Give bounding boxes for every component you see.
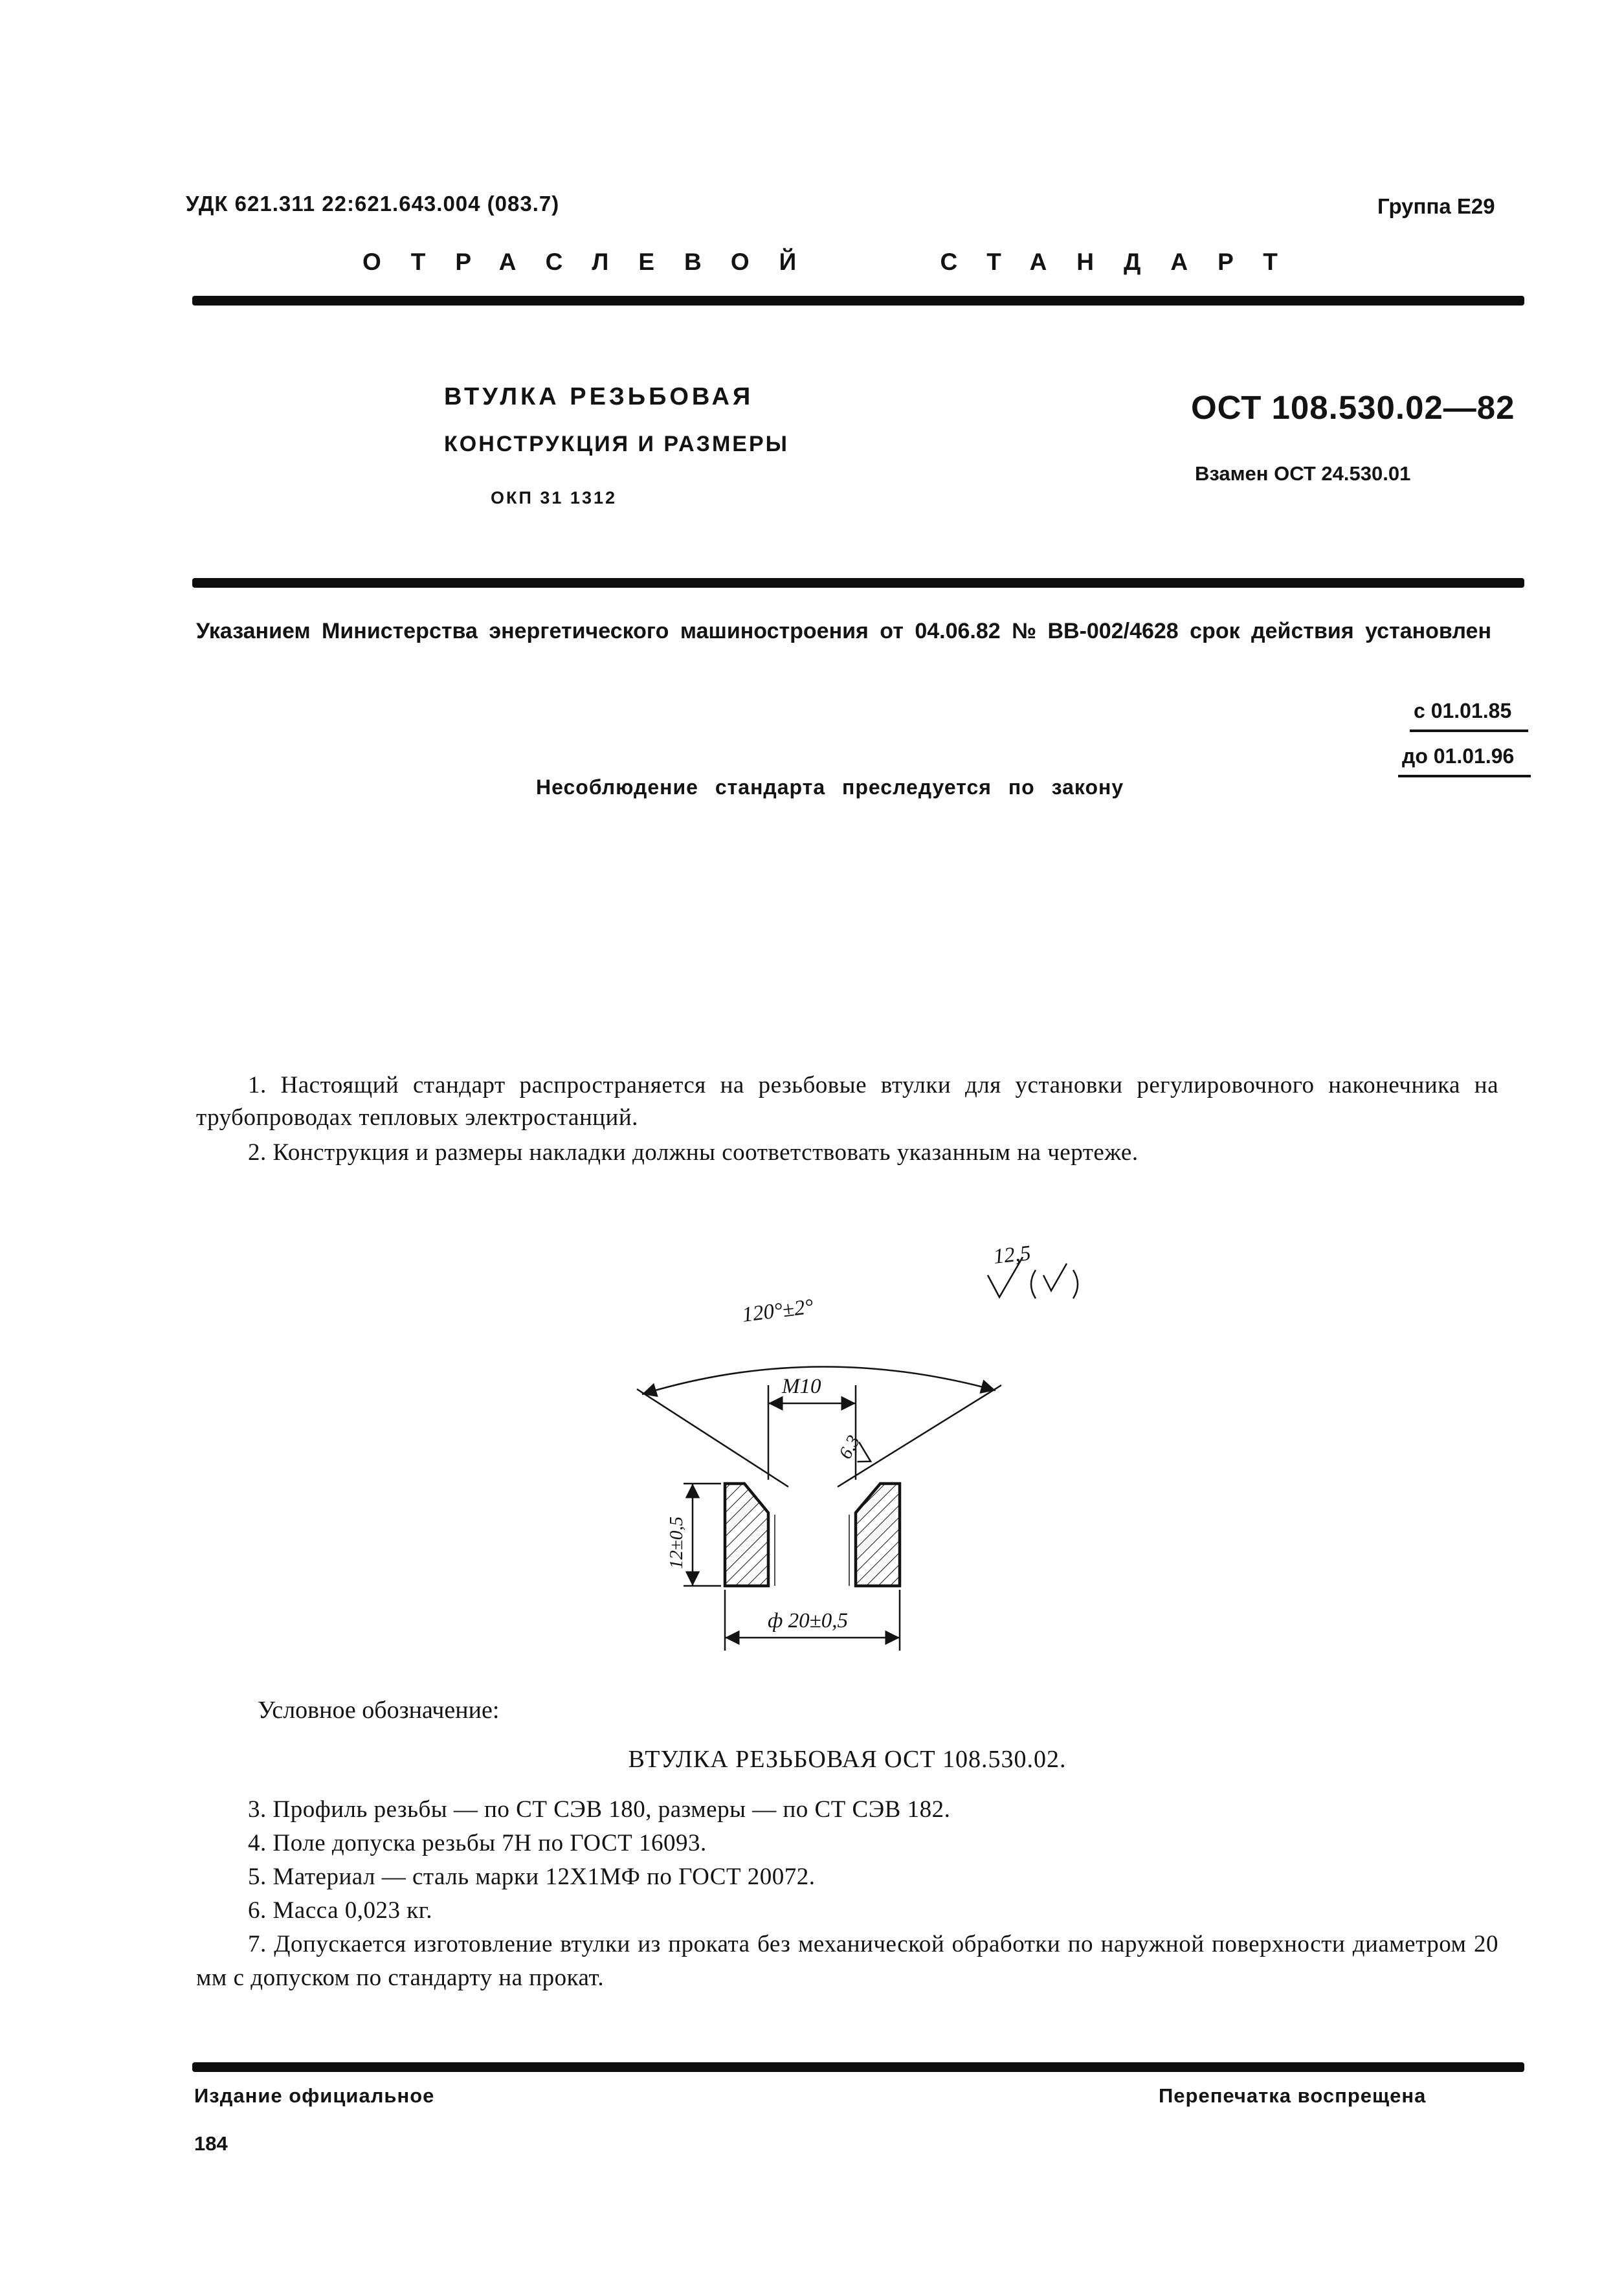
group-code: Группа Е29 xyxy=(1377,194,1495,218)
technical-drawing xyxy=(615,1230,1133,1657)
paren-close-icon xyxy=(1073,1270,1078,1298)
roughness-check-alt-icon xyxy=(1043,1264,1067,1291)
document-title-line2: КОНСТРУКЦИЯ И РАЗМЕРЫ xyxy=(444,432,789,456)
decree-paragraph: Указанием Министерства энергетического машиностроения от 04.06.82 № ВВ-002/4628 срок действия установлен xyxy=(196,619,1491,643)
side-roughness-value: 6,3 xyxy=(834,1432,865,1463)
designation-value: ВТУЛКА РЕЗЬБОВАЯ ОСТ 108.530.02. xyxy=(628,1746,1067,1773)
list-item: 3. Профиль резьбы — по СТ СЭВ 180, размеры — по СТ СЭВ 182. xyxy=(248,1796,951,1823)
page-number: 184 xyxy=(194,2132,228,2155)
thread-value: М10 xyxy=(782,1375,821,1398)
height-dimension xyxy=(666,1484,721,1586)
angle-leg-right xyxy=(838,1385,1001,1487)
angle-leg-left xyxy=(637,1389,788,1487)
validity-date-to: до 01.01.96 xyxy=(1398,744,1531,777)
title-block-rule xyxy=(192,578,1524,588)
paren-open-icon xyxy=(1031,1270,1036,1298)
okp-code: ОКП 31 1312 xyxy=(491,488,617,507)
diameter-dimension xyxy=(725,1590,900,1651)
header-rule xyxy=(192,296,1524,306)
law-notice: Несоблюдение стандарта преследуется по закону xyxy=(536,775,1124,799)
designation-label: Условное обозначение: xyxy=(258,1697,500,1724)
list-item: 7. Допускается изготовление втулки из проката без механической обработки по наружной поверхности диаметром 20 мм с допуском по стандарту на прокат. xyxy=(196,1931,1505,1991)
paragraph-1: 1. Настоящий стандарт распространяется на резьбовые втулки для установки регулировочного наконечника на трубопроводах тепловых электростанций. xyxy=(196,1072,1505,1131)
validity-date-from: с 01.01.85 xyxy=(1410,699,1528,732)
footer-rule xyxy=(192,2062,1524,2072)
standard-type-banner: ОТРАСЛЕВОЙ СТАНДАРТ xyxy=(362,249,1307,275)
document-title-line1: ВТУЛКА РЕЗЬБОВАЯ xyxy=(444,383,754,410)
replaces-note: Взамен ОСТ 24.530.01 xyxy=(1195,462,1411,485)
list-item: 6. Масса 0,023 кг. xyxy=(248,1897,433,1924)
thread-dimension xyxy=(768,1375,856,1480)
height-value: 12±0,5 xyxy=(666,1516,687,1569)
paragraph-2: 2. Конструкция и размеры накладки должны соответствовать указанным на чертеже. xyxy=(248,1139,1139,1166)
standard-number: ОСТ 108.530.02—82 xyxy=(1191,389,1515,426)
bushing-section xyxy=(725,1484,900,1586)
list-item: 4. Поле допуска резьбы 7Н по ГОСТ 16093. xyxy=(248,1830,707,1856)
general-roughness-mark xyxy=(988,1242,1078,1298)
diameter-value: ф 20±0,5 xyxy=(768,1609,849,1632)
udk-code: УДК 621.311 22:621.643.004 (083.7) xyxy=(186,192,560,216)
general-roughness-value: 12,5 xyxy=(992,1242,1032,1269)
bushing-wall-right xyxy=(856,1484,900,1586)
official-edition-note: Издание официальное xyxy=(194,2084,435,2107)
bushing-wall-left xyxy=(725,1484,768,1586)
angle-value: 120°±2° xyxy=(740,1295,815,1327)
list-item: 5. Материал — сталь марки 12Х1МФ по ГОСТ 20072. xyxy=(248,1864,816,1890)
reprint-prohibited-note: Перепечатка воспрещена xyxy=(1159,2084,1427,2107)
